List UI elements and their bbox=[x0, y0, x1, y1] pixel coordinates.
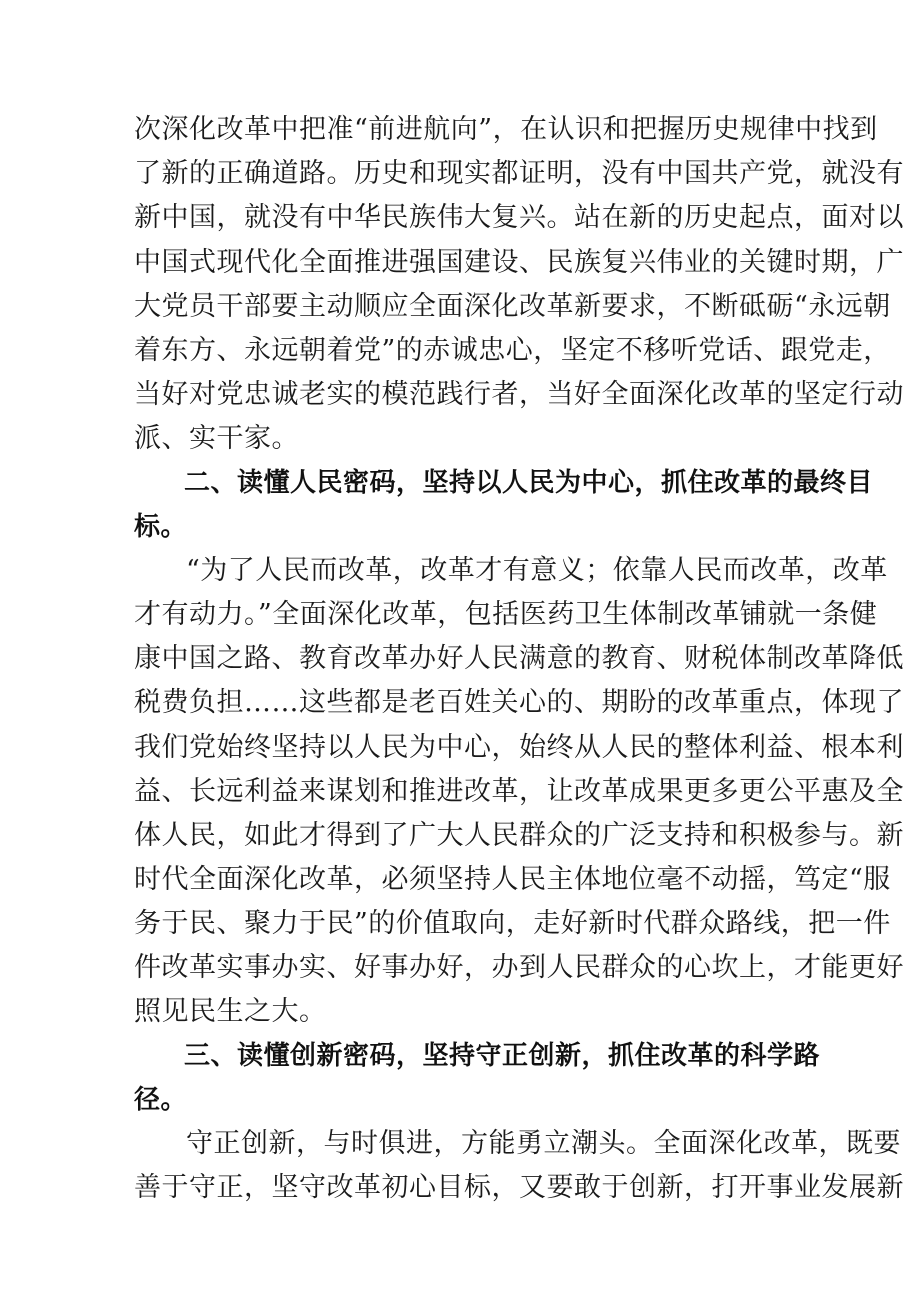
text-line: 体人民，如此才得到了广大人民群众的广泛支持和积极参与。新 bbox=[134, 820, 904, 851]
text-line: 我们党始终坚持以人民为中心，始终从人民的整体利益、根本利 bbox=[134, 732, 904, 763]
text-line: 中国式现代化全面推进强国建设、民族复兴伟业的关键时期，广 bbox=[134, 247, 904, 278]
text-line: 照见民生之大。 bbox=[134, 996, 327, 1027]
text-line: 善于守正，坚守改革初心目标，又要敢于创新，打开事业发展新 bbox=[134, 1172, 904, 1203]
text-line: 康中国之路、教育改革办好人民满意的教育、财税体制改革降低 bbox=[134, 643, 904, 674]
text-line: “为了人民而改革，改革才有意义；依靠人民而改革，改革 bbox=[186, 555, 888, 586]
heading-line: 标。 bbox=[134, 512, 188, 542]
text-line: 务于民、聚力于民”的价值取向，走好新时代群众路线，把一件 bbox=[134, 908, 891, 939]
text-line: 新中国，就没有中华民族伟大复兴。站在新的历史起点，面对以 bbox=[134, 202, 904, 233]
heading-line: 径。 bbox=[134, 1085, 188, 1115]
text-line: 益、长远利益来谋划和推进改革，让改革成果更多更公平惠及全 bbox=[134, 776, 904, 807]
text-line: 次深化改革中把准“前进航向”，在认识和把握历史规律中找到 bbox=[134, 114, 878, 145]
text-line: 时代全面深化改革，必须坚持人民主体地位毫不动摇，笃定“服 bbox=[134, 864, 891, 895]
text-line: 守正创新，与时俱进，方能勇立潮头。全面深化改革，既要 bbox=[186, 1128, 901, 1159]
text-line: 当好对党忠诚老实的模范践行者，当好全面深化改革的坚定行动 bbox=[134, 379, 904, 410]
heading-line: 二、读懂人民密码，坚持以人民为中心，抓住改革的最终目 bbox=[184, 468, 874, 498]
text-line: 税费负担……这些都是老百姓关心的、期盼的改革重点，体现了 bbox=[134, 687, 904, 718]
text-line: 件改革实事办实、好事办好，办到人民群众的心坎上，才能更好 bbox=[134, 952, 904, 983]
text-line: 派、实干家。 bbox=[134, 423, 299, 454]
heading-line: 三、读懂创新密码，坚持守正创新，抓住改革的科学路 bbox=[184, 1041, 821, 1071]
text-line: 了新的正确道路。历史和现实都证明，没有中国共产党，就没有 bbox=[134, 158, 904, 189]
text-line: 大党员干部要主动顺应全面深化改革新要求，不断砥砺“永远朝 bbox=[134, 291, 891, 322]
text-line: 着东方、永远朝着党”的赤诚忠心，坚定不移听党话、跟党走， bbox=[134, 335, 891, 366]
text-line: 才有动力。”全面深化改革，包括医药卫生体制改革铺就一条健 bbox=[134, 599, 878, 630]
